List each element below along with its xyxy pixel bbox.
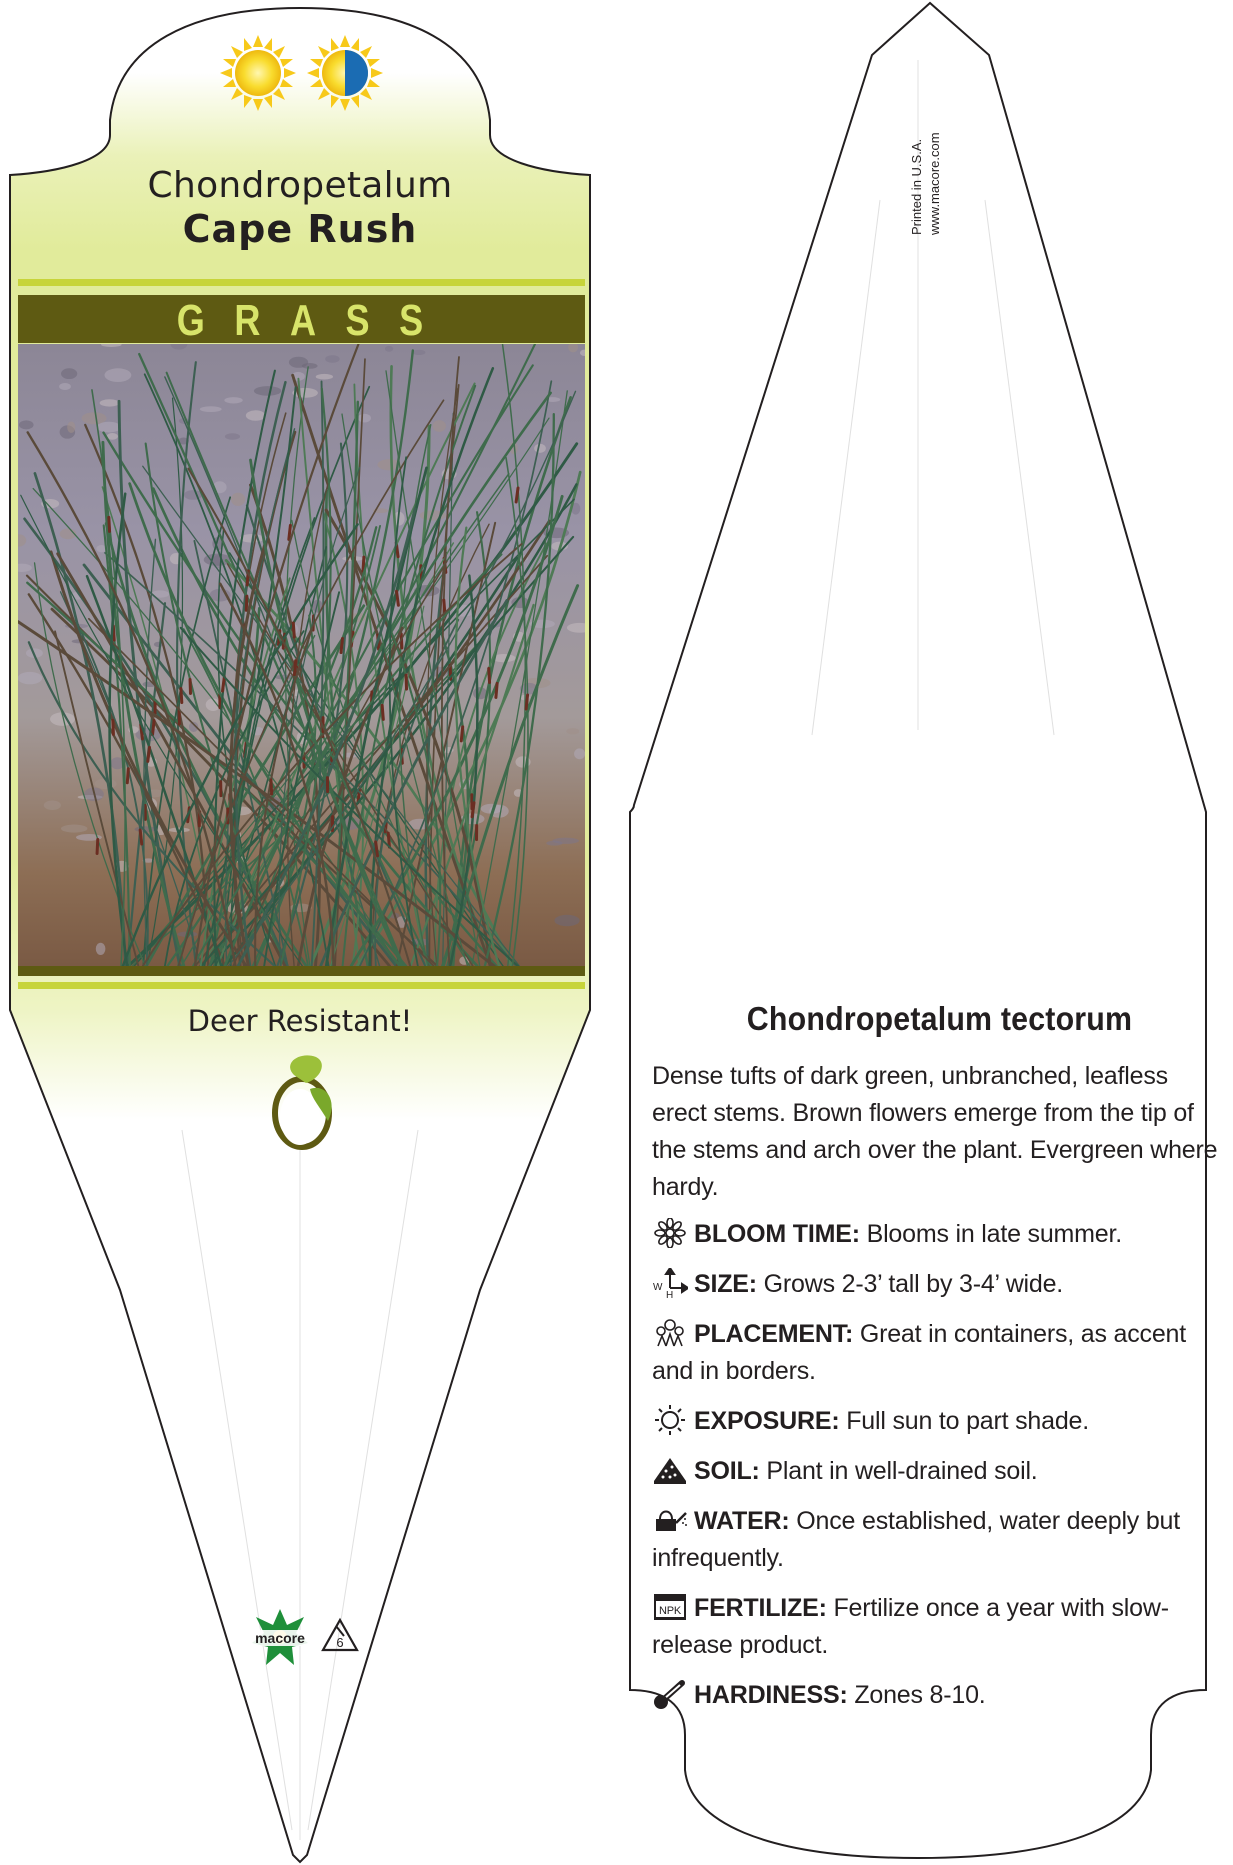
front-tag bbox=[10, 8, 592, 1862]
plant-photo bbox=[12, 338, 592, 966]
fertilize-label: FERTILIZE: bbox=[694, 1594, 827, 1622]
exposure-text: Full sun to part shade. bbox=[839, 1407, 1089, 1435]
fertilize-text: Fertilize once a year with slow-release product. bbox=[652, 1594, 1169, 1659]
plant-description: Dense tufts of dark green, unbranched, leafless erect stems. Brown flowers emerge from the tip of the stems and arch over the plant. Evergreen where hardy. bbox=[652, 1062, 1218, 1201]
npk-bag-icon bbox=[652, 1592, 688, 1622]
care-row-placement bbox=[652, 1316, 1227, 1390]
care-info bbox=[652, 1000, 1227, 1727]
common-name-title: Cape Rush bbox=[182, 207, 418, 251]
water-label: WATER: bbox=[694, 1507, 790, 1535]
bloom-label: BLOOM TIME: bbox=[694, 1220, 860, 1248]
photo-bottom-band bbox=[18, 966, 585, 976]
macore-logo-text: macore bbox=[255, 1630, 305, 1646]
care-row-water bbox=[652, 1503, 1227, 1577]
bloom-text: Blooms in late summer. bbox=[859, 1220, 1123, 1248]
care-row-size bbox=[652, 1266, 1227, 1303]
hardiness-text: Zones 8-10. bbox=[847, 1681, 986, 1709]
title-underline-lime bbox=[18, 279, 585, 286]
soil-mound-icon bbox=[652, 1455, 688, 1485]
care-row-soil bbox=[652, 1453, 1227, 1490]
watering-can-icon bbox=[652, 1505, 688, 1535]
sun-outline-icon bbox=[652, 1405, 688, 1435]
exposure-label: EXPOSURE: bbox=[694, 1407, 840, 1435]
size-icon-w: W bbox=[653, 1282, 663, 1293]
soil-text: Plant in well-drained soil. bbox=[759, 1457, 1038, 1485]
flower-icon bbox=[652, 1218, 688, 1248]
size-icon-h: H bbox=[666, 1290, 674, 1298]
size-label: SIZE: bbox=[694, 1270, 757, 1298]
printed-line-1: Printed in U.S.A. bbox=[909, 138, 924, 235]
size-text: Grows 2-3’ tall by 3-4’ wide. bbox=[756, 1270, 1064, 1298]
water-text: Once established, water deeply but infrequently. bbox=[652, 1507, 1181, 1572]
care-row-hardiness bbox=[652, 1677, 1227, 1714]
recycle-code: 6 bbox=[336, 1635, 344, 1650]
size-arrows-icon bbox=[652, 1268, 688, 1298]
thermometer-icon bbox=[652, 1679, 688, 1709]
photo-bottom-lime bbox=[18, 982, 585, 989]
placement-label: PLACEMENT: bbox=[694, 1320, 854, 1348]
care-row-exposure bbox=[652, 1403, 1227, 1440]
website-line: www.macore.com bbox=[927, 132, 942, 235]
part-shade-icon bbox=[307, 35, 383, 111]
category-label: GRASS bbox=[176, 296, 453, 345]
hardiness-label: HARDINESS: bbox=[694, 1681, 848, 1709]
soil-label: SOIL: bbox=[694, 1457, 760, 1485]
placement-plants-icon bbox=[652, 1318, 688, 1348]
full-sun-icon bbox=[220, 35, 296, 111]
botanical-genus-title: Chondropetalum bbox=[147, 165, 453, 206]
care-row-bloom bbox=[652, 1216, 1227, 1253]
npk-text: NPK bbox=[658, 1605, 682, 1617]
scientific-name: Chondropetalum tectorum bbox=[746, 1000, 1133, 1037]
deer-resistant-tagline: Deer Resistant! bbox=[187, 1004, 413, 1038]
placement-text: Great in containers, as accent and in borders. bbox=[652, 1320, 1186, 1385]
care-row-fertilize bbox=[652, 1590, 1227, 1664]
